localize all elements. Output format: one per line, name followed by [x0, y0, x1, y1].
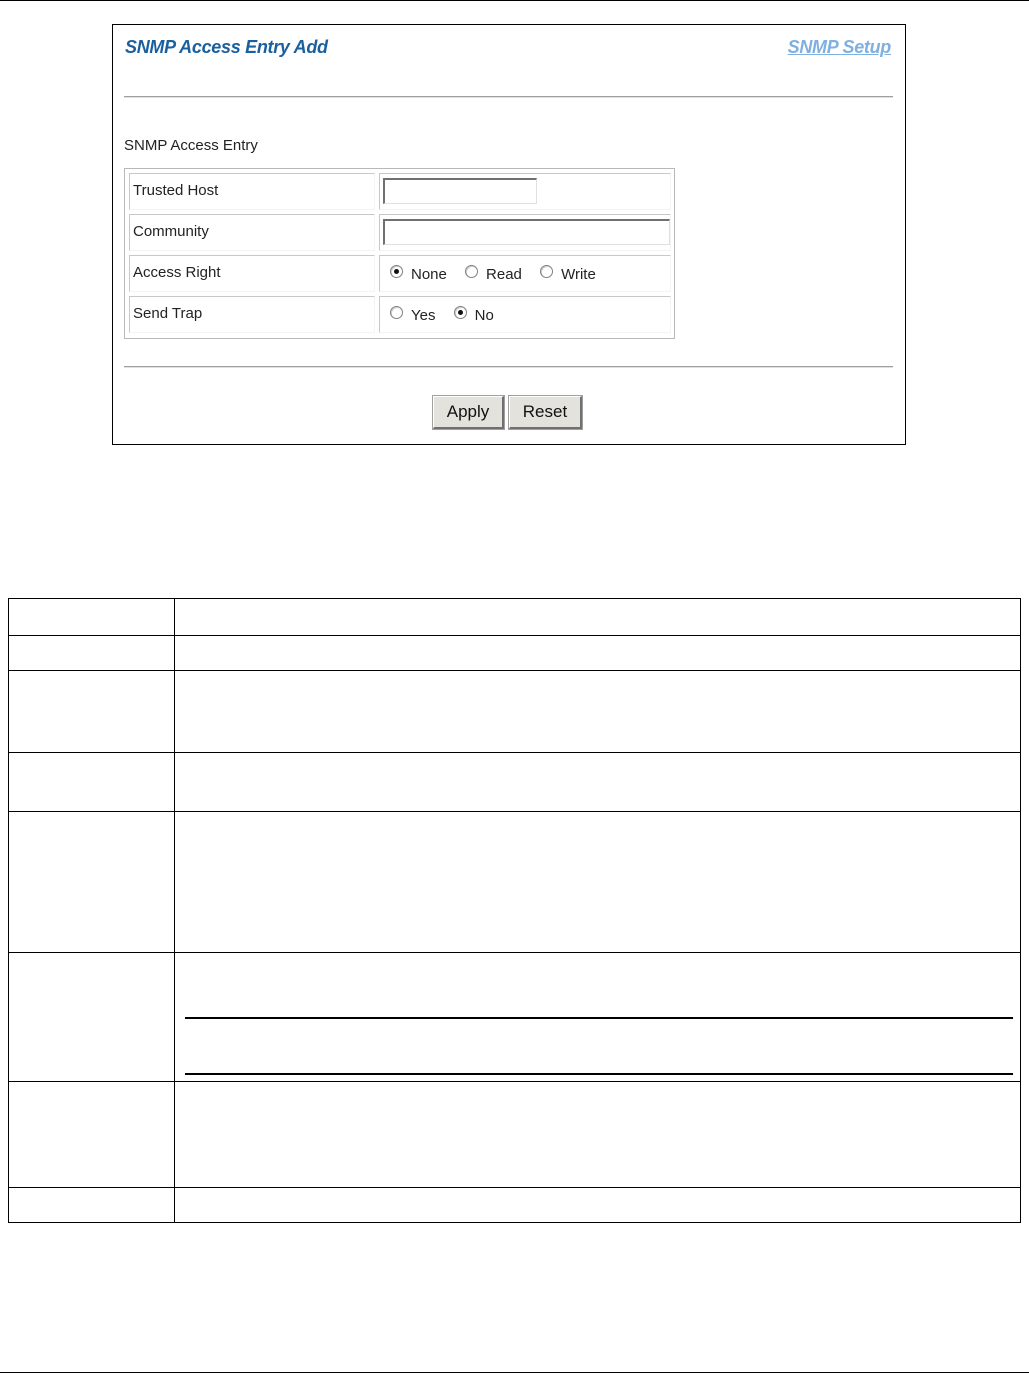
send-trap-no-label: No	[474, 307, 494, 324]
description-table-row-divider	[9, 635, 1020, 636]
access-right-write-radio[interactable]	[540, 265, 553, 278]
apply-button[interactable]: Apply	[433, 396, 504, 429]
note-top-rule	[185, 1017, 1013, 1019]
access-right-write-label: Write	[561, 266, 596, 283]
send-trap-cell	[379, 296, 671, 333]
send-trap-no-option[interactable]	[454, 306, 494, 324]
row-access-right	[129, 255, 670, 293]
send-trap-yes-label: Yes	[411, 307, 436, 324]
access-right-cell	[379, 255, 671, 292]
page-top-rule	[0, 0, 1029, 1]
note-bottom-rule	[185, 1073, 1013, 1075]
send-trap-radio-group	[390, 306, 508, 324]
access-right-none-radio[interactable]	[390, 265, 403, 278]
access-right-none-option[interactable]	[390, 265, 447, 283]
description-table-row-divider	[9, 811, 1020, 812]
description-table-row-divider	[9, 752, 1020, 753]
description-table-row-divider	[9, 1187, 1020, 1188]
description-table-row-divider	[9, 952, 1020, 953]
page-bottom-rule	[0, 1372, 1029, 1373]
snmp-entry-form	[124, 168, 675, 339]
access-right-none-label: None	[411, 266, 447, 283]
trusted-host-label: Trusted Host	[129, 173, 375, 210]
page-title: SNMP Access Entry Add	[125, 37, 328, 57]
description-table	[8, 598, 1021, 1223]
access-right-read-option[interactable]	[465, 265, 522, 283]
section-label: SNMP Access Entry	[124, 137, 258, 154]
description-table-column-divider	[174, 599, 175, 1222]
send-trap-yes-radio[interactable]	[390, 306, 403, 319]
snmp-access-entry-panel	[112, 24, 906, 445]
divider-top	[124, 96, 893, 98]
divider-bottom	[124, 366, 893, 368]
community-label: Community	[129, 214, 375, 251]
send-trap-yes-option[interactable]	[390, 306, 435, 324]
send-trap-no-radio[interactable]	[454, 306, 467, 319]
access-right-label: Access Right	[129, 255, 375, 292]
snmp-setup-link[interactable]: SNMP Setup	[787, 37, 891, 57]
row-community	[129, 214, 670, 252]
row-trusted-host	[129, 173, 670, 211]
send-trap-label: Send Trap	[129, 296, 375, 333]
trusted-host-cell	[379, 173, 671, 210]
reset-button[interactable]: Reset	[509, 396, 582, 429]
access-right-read-radio[interactable]	[465, 265, 478, 278]
description-table-row-divider	[9, 1081, 1020, 1082]
row-send-trap	[129, 296, 670, 334]
trusted-host-input[interactable]	[383, 178, 537, 204]
community-cell	[379, 214, 671, 251]
description-table-row-divider	[9, 670, 1020, 671]
access-right-read-label: Read	[486, 266, 522, 283]
community-input[interactable]	[383, 219, 670, 245]
access-right-write-option[interactable]	[540, 265, 596, 283]
access-right-radio-group	[390, 265, 610, 283]
